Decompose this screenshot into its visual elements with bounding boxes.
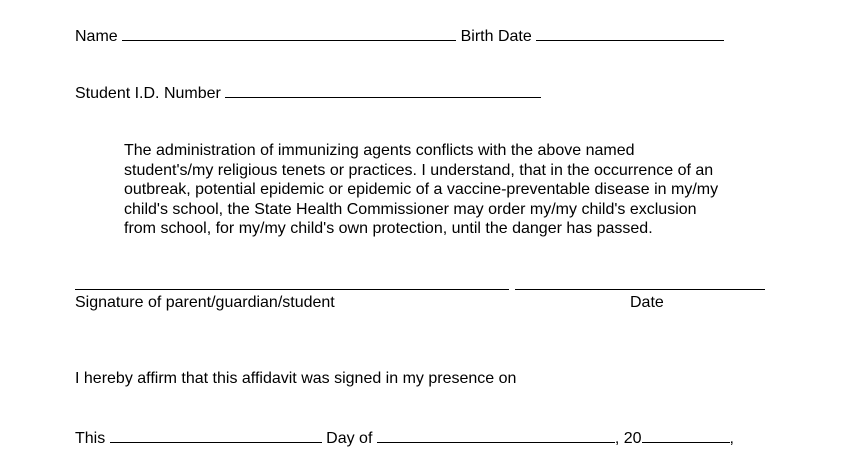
year-field[interactable] bbox=[642, 427, 730, 443]
day-of-label: Day of bbox=[326, 430, 373, 447]
signature-date-label: Date bbox=[630, 294, 664, 311]
signature-label: Signature of parent/guardian/student bbox=[75, 294, 335, 311]
exemption-statement bbox=[124, 141, 764, 239]
name-field[interactable] bbox=[122, 25, 456, 41]
name-label: Name bbox=[75, 28, 118, 45]
student-id-label: Student I.D. Number bbox=[75, 85, 221, 102]
name-row bbox=[75, 25, 724, 46]
birth-date-field[interactable] bbox=[536, 25, 724, 41]
month-field[interactable] bbox=[377, 427, 615, 443]
student-id-field[interactable] bbox=[225, 82, 541, 98]
this-label: This bbox=[75, 430, 106, 447]
statement-line: The administration of immunizing agents conflicts with the above named bbox=[124, 142, 635, 159]
comma: , bbox=[614, 430, 620, 447]
date-row bbox=[75, 427, 734, 448]
signature-field[interactable] bbox=[75, 289, 509, 290]
statement-line: outbreak, potential epidemic or epidemic of a vaccine-preventable disease in my/my bbox=[124, 181, 719, 198]
year-prefix: 20 bbox=[623, 430, 642, 447]
statement-line: student's/my religious tenets or practices. I understand, that in the occurrence of an bbox=[124, 161, 714, 179]
student-id-row bbox=[75, 82, 541, 103]
affirmation-text: I hereby affirm that this affidavit was signed in my presence on bbox=[75, 370, 517, 387]
day-field[interactable] bbox=[110, 427, 322, 443]
signature-date-field[interactable] bbox=[515, 289, 765, 290]
birth-date-label: Birth Date bbox=[460, 28, 532, 45]
trailing-comma: , bbox=[729, 430, 734, 447]
statement-line: from school, for my/my child's own protection, until the danger has passed. bbox=[124, 220, 653, 237]
statement-line: child's school, the State Health Commissioner may order my/my child's exclusion bbox=[124, 200, 697, 218]
